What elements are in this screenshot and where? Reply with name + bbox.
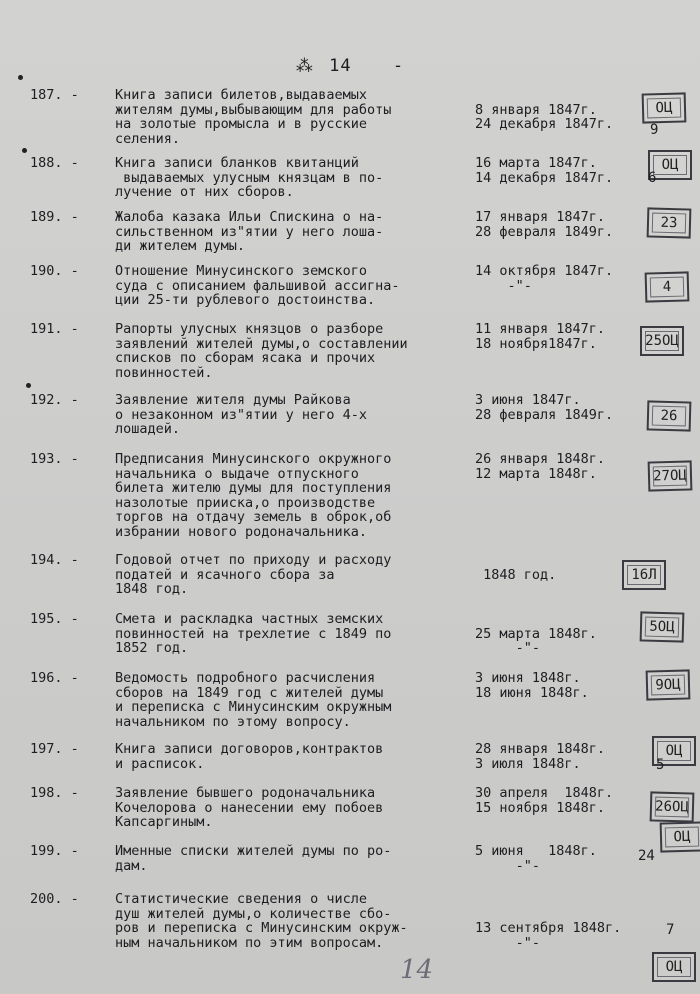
date-line: 28 февраля 1849г. — [475, 406, 614, 423]
description-line: Статистические сведения о числе — [115, 891, 367, 907]
entry-number: 196. - — [30, 670, 79, 686]
description-line: Кочелорова о нанесении ему побоев — [115, 799, 384, 816]
date-line: -"- — [475, 277, 532, 294]
entry-number: 191. - — [30, 321, 79, 337]
date-line — [475, 553, 645, 568]
date-line: 28 февраля 1849г. — [475, 223, 614, 240]
entry-description — [115, 844, 465, 873]
date-line: 26 января 1848г. — [475, 451, 606, 467]
archive-stamp: 26 — [647, 400, 692, 431]
entry-dates — [475, 393, 645, 422]
entry-dates — [475, 88, 645, 132]
description-line: билета жителю думы для поступления — [115, 480, 392, 496]
archive-stamp: ОЦ — [652, 736, 696, 766]
description-line: душ жителей думы,о количестве сбо- — [115, 905, 392, 922]
description-line: ции 25-ти рублевого достоинства. — [115, 292, 376, 308]
date-line: 5 июня 1848г. — [475, 843, 597, 859]
archive-stamp: 16Л — [622, 560, 666, 590]
date-line: -"- — [475, 640, 541, 656]
entry-description — [115, 553, 465, 597]
entry-number: 199. - — [30, 843, 79, 859]
date-line: -"- — [475, 934, 541, 951]
margin-mark — [26, 383, 31, 388]
entry-number: 194. - — [30, 552, 79, 568]
description-line: о незаконном из"ятии у него 4-х — [115, 406, 367, 423]
archive-stamp: ОЦ — [642, 92, 687, 123]
entry-number: 187. - — [30, 87, 79, 103]
description-line: Заявление бывшего родоначальника — [115, 785, 376, 801]
entry-description — [115, 322, 465, 380]
date-line: 8 января 1847г. — [475, 101, 597, 118]
description-line: Отношение Минусинского земского — [115, 263, 367, 279]
entry-description — [115, 210, 465, 254]
description-line: сильственном из"ятии у него лоша- — [115, 223, 384, 240]
date-line: 15 ноября 1848г. — [475, 799, 606, 816]
entry-description — [115, 452, 465, 539]
description-line: Книга записи договоров,контрактов — [115, 741, 384, 757]
description-line: списков по сборам ясака и прочих — [115, 350, 376, 366]
page-number: 14 — [329, 56, 352, 76]
date-line: 1848 год. — [475, 566, 557, 583]
entry-number: 193. - — [30, 451, 79, 467]
description-line: суда с описанием фальшивой ассигна- — [115, 277, 400, 294]
margin-note: 6 — [648, 170, 657, 186]
description-line: Капсаргиным. — [115, 814, 213, 830]
description-line: Именные списки жителей думы по ро- — [115, 843, 392, 859]
entry-dates — [475, 844, 645, 873]
entry-dates — [475, 671, 645, 700]
date-line: 30 апреля 1848г. — [475, 785, 614, 801]
margin-note: 9 — [650, 122, 659, 138]
date-line: 14 октября 1847г. — [475, 263, 614, 279]
date-line: 14 декабря 1847г. — [475, 169, 614, 186]
description-line: ров и переписка с Минусинским окруж- — [115, 920, 408, 936]
margin-mark — [18, 75, 23, 80]
date-line: 18 ноября1847г. — [475, 335, 597, 352]
entry-number: 188. - — [30, 155, 79, 171]
entry-dates — [475, 612, 645, 656]
entry-dates — [475, 264, 645, 293]
archive-stamp: ОЦ — [648, 150, 692, 180]
entry-description — [115, 612, 465, 656]
header-dash: - — [392, 56, 405, 76]
description-line: повинностей на трехлетие с 1849 по — [115, 625, 392, 642]
entry-description — [115, 88, 465, 146]
page-header — [0, 56, 700, 76]
entry-description — [115, 742, 465, 771]
entry-number: 192. - — [30, 392, 79, 408]
description-line: Заявление жителя думы Райкова — [115, 392, 351, 408]
entry-dates — [475, 156, 645, 185]
date-line: 11 января 1847г. — [475, 321, 606, 337]
description-line: Предписания Минусинского окружного — [115, 451, 392, 467]
description-line: назолотые прииска,о производстве — [115, 494, 376, 511]
date-line — [475, 88, 645, 103]
description-line: Жалоба казака Ильи Спискина о на- — [115, 209, 384, 225]
entry-description — [115, 264, 465, 308]
margin-mark — [22, 148, 27, 153]
entry-number: 198. - — [30, 785, 79, 801]
description-line: Книга записи бланков квитанций — [115, 155, 359, 171]
description-line: 1852 год. — [115, 640, 189, 656]
entry-number: 195. - — [30, 611, 79, 627]
description-line: податей и ясачного сбора за — [115, 566, 335, 583]
entry-dates — [475, 322, 645, 351]
margin-note: 7 — [666, 922, 675, 938]
description-line: Ведомость подробного расчисления — [115, 670, 376, 686]
description-line: и расписок. — [115, 755, 205, 772]
description-line: ди жителем думы. — [115, 238, 246, 254]
date-line: 25 марта 1848г. — [475, 625, 597, 642]
entry-number: 200. - — [30, 891, 79, 907]
date-line: 3 июня 1848г. — [475, 670, 581, 686]
entry-description — [115, 671, 465, 729]
description-line: Годовой отчет по приходу и расходу — [115, 552, 392, 568]
description-line: Смета и раскладка частных земских — [115, 611, 384, 627]
description-line: избрании нового родоначальника. — [115, 523, 367, 540]
description-line: повинностей. — [115, 364, 213, 381]
archive-stamp: 9ОЦ — [646, 669, 691, 700]
date-line: 28 января 1848г. — [475, 741, 606, 757]
entry-dates — [475, 892, 645, 950]
margin-note: 24 — [638, 848, 655, 864]
date-line — [475, 612, 645, 627]
description-line: Книга записи билетов,выдаваемых — [115, 87, 367, 103]
description-line: выдаваемых улусным князцам в по- — [115, 169, 384, 186]
date-line: 12 марта 1848г. — [475, 465, 597, 482]
description-line: заявлений жителей думы,о составлении — [115, 335, 408, 352]
description-line: торгов на отдачу земель в оброк,об — [115, 509, 392, 525]
entry-description — [115, 892, 465, 950]
date-line: 3 июня 1847г. — [475, 392, 581, 408]
date-line: 17 января 1847г. — [475, 209, 606, 225]
description-line: дам. — [115, 857, 148, 874]
archive-stamp: 26ОЦ — [650, 791, 695, 822]
archive-stamp: ОЦ — [652, 952, 696, 982]
entry-dates — [475, 452, 645, 481]
entry-number: 189. - — [30, 209, 79, 225]
date-line: 24 декабря 1847г. — [475, 116, 614, 132]
date-line — [475, 907, 645, 922]
description-line: 1848 год. — [115, 581, 189, 597]
entry-number: 190. - — [30, 263, 79, 279]
date-line: 13 сентября 1848г. — [475, 920, 622, 936]
description-line: Рапорты улусных князцов о разборе — [115, 321, 384, 337]
archive-stamp: 4 — [645, 271, 690, 302]
date-line: 3 июля 1848г. — [475, 755, 581, 772]
date-line: -"- — [475, 857, 541, 874]
description-line: жителям думы,выбывающим для работы — [115, 101, 392, 118]
description-line: ным начальником по этим вопросам. — [115, 934, 384, 951]
entry-dates — [475, 742, 645, 771]
archive-stamp: 27ОЦ — [648, 460, 693, 491]
date-line — [475, 892, 645, 907]
description-line: и переписка с Минусинским окружным — [115, 699, 392, 715]
description-line: лучение от них сборов. — [115, 184, 294, 200]
entry-dates — [475, 210, 645, 239]
entry-dates — [475, 553, 645, 582]
description-line: лошадей. — [115, 421, 181, 437]
archive-stamp: 23 — [647, 207, 692, 238]
entry-description — [115, 156, 465, 200]
date-line: 18 июня 1848г. — [475, 684, 589, 701]
description-line: начальника о выдаче отпускного — [115, 465, 359, 482]
margin-note: 5 — [656, 757, 665, 773]
entry-description — [115, 786, 465, 830]
archive-stamp: 25ОЦ — [640, 326, 684, 356]
description-line: селения. — [115, 130, 181, 147]
pencil-page-number: 14 — [400, 955, 434, 985]
entry-dates — [475, 786, 645, 815]
description-line: на золотые промысла и в русские — [115, 116, 367, 132]
entry-number: 197. - — [30, 741, 79, 757]
date-line: 16 марта 1847г. — [475, 155, 597, 171]
entry-description — [115, 393, 465, 437]
archive-stamp: ОЦ — [660, 821, 700, 852]
header-mark: ⁂ — [295, 56, 314, 76]
description-line: начальником по этому вопросу. — [115, 713, 351, 730]
description-line: сборов на 1849 год с жителей думы — [115, 684, 384, 701]
archive-stamp: 5ОЦ — [640, 611, 685, 642]
